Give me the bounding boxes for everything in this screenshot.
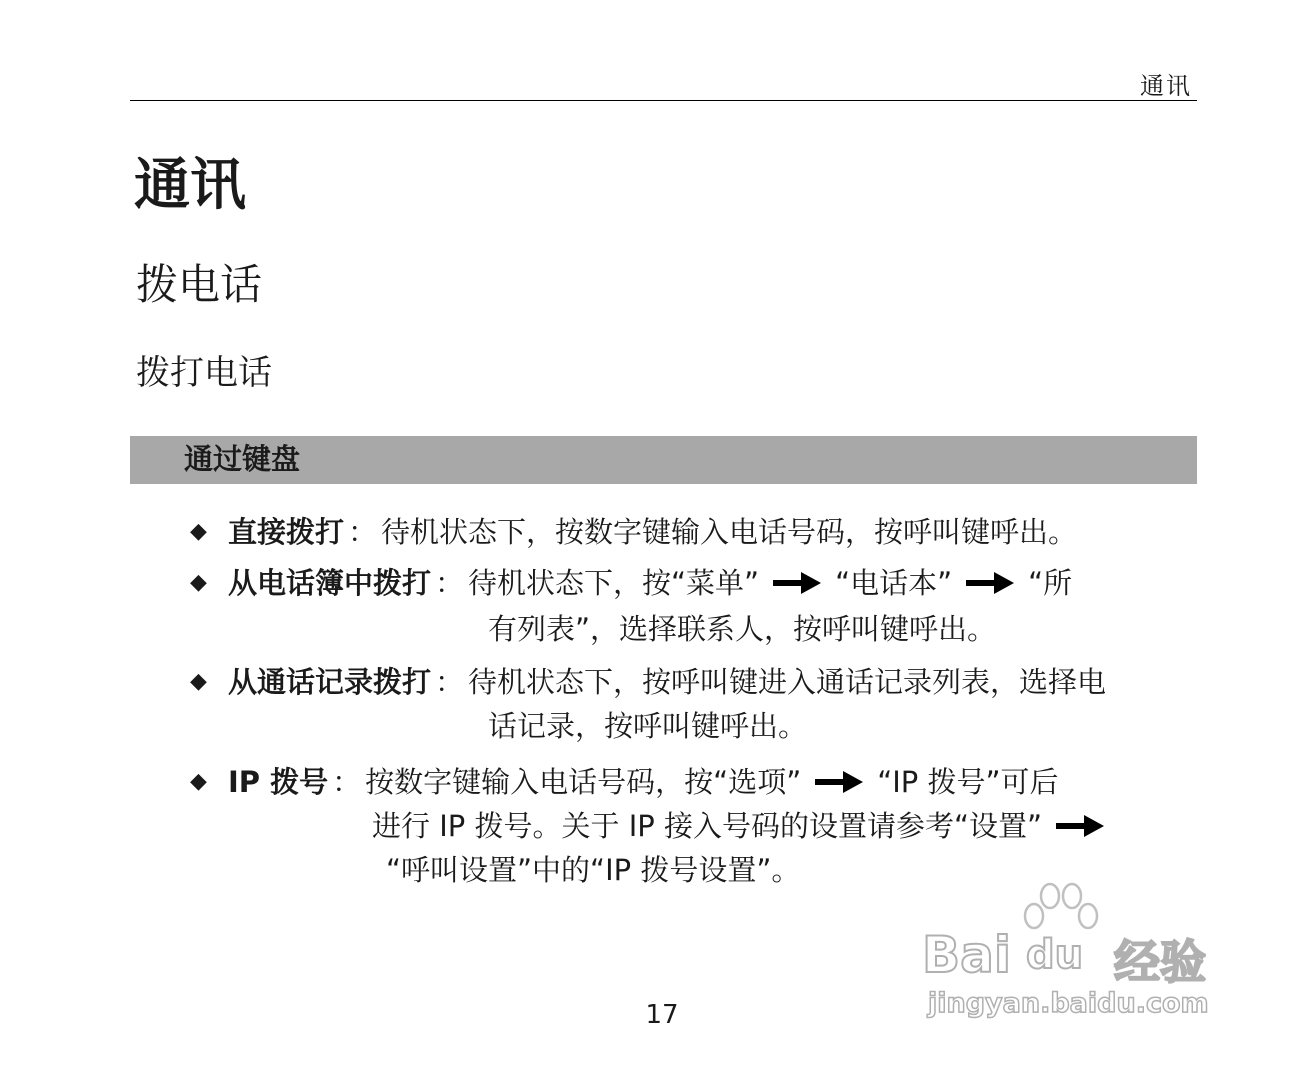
arrow-right-icon (1056, 814, 1104, 838)
list-item-continuation: 话记录，按呼叫键呼出。 (488, 709, 808, 743)
bullet-icon: ◆ (190, 769, 207, 794)
item-text: 待机状态下，按呼叫键进入通话记录列表，选择电 (468, 665, 1107, 699)
item-text: 待机状态下，按数字键输入电话号码，按呼叫键呼出。 (381, 515, 1078, 549)
watermark-brand-du: du (1026, 932, 1084, 978)
watermark-brand-cn: 经验 (1114, 935, 1206, 989)
running-header: 通讯 (1140, 72, 1192, 100)
list-item (228, 510, 1077, 554)
item-term: IP 拨号 (228, 765, 329, 799)
list-item-continuation (372, 804, 1118, 848)
item-separator: ： (435, 566, 465, 600)
item-text: “所 (1028, 566, 1073, 600)
item-text: “电话本” (835, 566, 953, 600)
section-bar-label: 通过键盘 (184, 442, 301, 476)
bullet-icon: ◆ (190, 570, 207, 595)
item-term: 直接拨打 (228, 515, 345, 549)
watermark-url: jingyan.baidu.com (928, 988, 1209, 1019)
item-text: 进行 IP 拨号。关于 IP 接入号码的设置请参考“设置” (372, 809, 1043, 843)
item-text: 待机状态下，按“菜单” (468, 566, 760, 600)
page-title: 通讯 (134, 153, 246, 218)
arrow-right-icon (815, 770, 863, 794)
item-term: 从通话记录拨打 (228, 665, 432, 699)
header-rule (130, 100, 1197, 101)
item-text: 按数字键输入电话号码，按“选项” (365, 765, 802, 799)
arrow-right-icon (966, 571, 1014, 595)
item-text: “IP 拨号”可后 (877, 765, 1059, 799)
list-item (228, 561, 1072, 605)
section-bar (130, 436, 1197, 484)
list-item-continuation: 有列表”，选择联系人，按呼叫键呼出。 (488, 612, 997, 646)
watermark-brand: Bai (922, 926, 1011, 984)
item-separator: ： (435, 665, 465, 699)
item-separator: ： (348, 515, 378, 549)
baidu-watermark (922, 882, 1226, 1022)
section-title: 拨电话 (136, 260, 263, 309)
subsection-title: 拨打电话 (136, 353, 272, 393)
page-number: 17 (645, 1000, 679, 1030)
list-item-continuation: “呼叫设置”中的“IP 拨号设置”。 (386, 853, 801, 887)
bullet-icon: ◆ (190, 519, 207, 544)
arrow-right-icon (773, 571, 821, 595)
bullet-icon: ◆ (190, 669, 207, 694)
item-term: 从电话簿中拨打 (228, 566, 432, 600)
item-separator: ： (332, 765, 362, 799)
list-item (228, 660, 1106, 704)
list-item (228, 760, 1059, 804)
